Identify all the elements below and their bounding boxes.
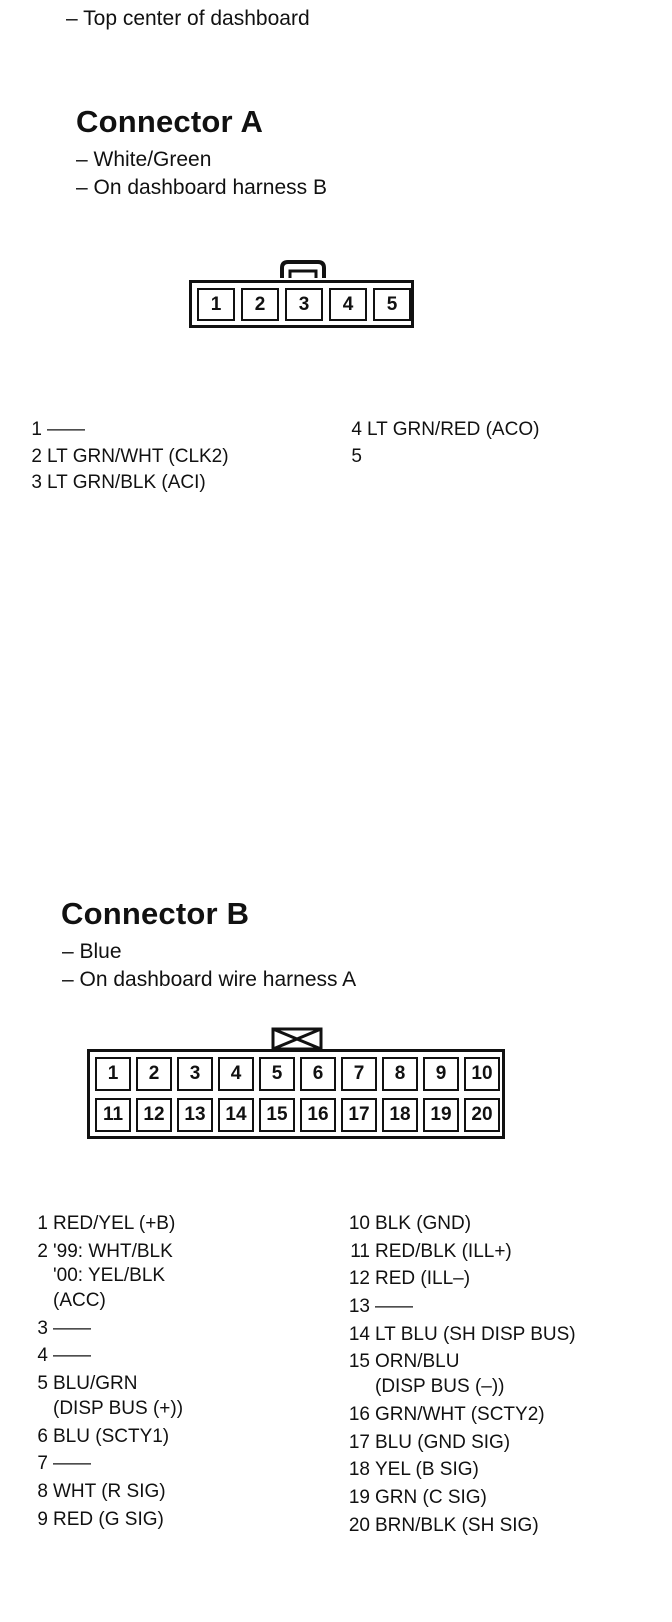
connector-cell: 3 (177, 1057, 213, 1091)
pin-number: 19 (348, 1486, 370, 1508)
connector-a-latch-icon (276, 258, 330, 282)
pin-row (8, 1372, 183, 1421)
pin-number: 4 (351, 419, 362, 440)
pin-number: 10 (348, 1213, 370, 1234)
connector-cell: 15 (259, 1098, 295, 1132)
connector-a-pins-left (8, 418, 229, 498)
pin-number: 6 (37, 1425, 48, 1447)
pin-wire-label: BLU (GND SIG) (375, 1431, 511, 1453)
pin-wire-label: GRN (C SIG) (375, 1486, 487, 1508)
pin-wire-label: RED/BLK (ILL+) (375, 1240, 512, 1262)
connector-cell: 20 (464, 1098, 500, 1132)
pin-number: 20 (348, 1514, 370, 1536)
pin-wire-label: LT BLU (SH DISP BUS) (375, 1323, 576, 1345)
pin-number: 8 (37, 1480, 48, 1502)
pin-row (8, 418, 229, 443)
connector-cell: 5 (259, 1057, 295, 1091)
pin-row (326, 1431, 576, 1456)
pin-row (326, 1350, 576, 1399)
pin-row (326, 1323, 576, 1348)
pin-number: 4 (37, 1345, 48, 1367)
pin-number: 3 (31, 472, 42, 494)
connector-a-title: Connector A (76, 104, 264, 139)
connector-cell: 13 (177, 1098, 213, 1132)
pin-number: 7 (37, 1453, 48, 1475)
connector-cell: 17 (341, 1098, 377, 1132)
pin-row (326, 1486, 576, 1511)
pin-wire-label: —— (53, 1345, 91, 1367)
connector-cell: 19 (423, 1098, 459, 1132)
pin-row (8, 1425, 183, 1450)
connector-a-color-note: – White/Green (76, 148, 212, 171)
pin-row (8, 1452, 183, 1477)
pin-wire-label: —— (375, 1296, 413, 1318)
pin-wire-label: BLU (SCTY1) (53, 1425, 170, 1447)
connector-b-color-note: – Blue (62, 940, 122, 963)
pin-wire-label: YEL (B SIG) (375, 1459, 479, 1481)
pin-wire-label: LT GRN/RED (ACO) (367, 419, 540, 440)
pin-wire-label: '99: WHT/BLK '00: YEL/BLK (ACC) (53, 1240, 173, 1312)
connector-cell: 2 (241, 288, 279, 321)
pin-number: 16 (348, 1403, 370, 1425)
pin-wire-label: —— (53, 1317, 91, 1339)
pin-number: 3 (37, 1317, 48, 1339)
pin-wire-label: BLK (GND) (375, 1213, 472, 1234)
connector-cell: 16 (300, 1098, 336, 1132)
pin-wire-label: RED (G SIG) (53, 1508, 164, 1530)
pin-row (326, 1514, 576, 1539)
connector-cell: 4 (218, 1057, 254, 1091)
pin-row (8, 1480, 183, 1505)
pin-wire-label: —— (53, 1453, 91, 1475)
pin-number: 13 (348, 1296, 370, 1318)
pin-number: 2 (31, 445, 42, 467)
pin-wire-label: RED (ILL–) (375, 1268, 471, 1290)
connector-cell: 7 (341, 1057, 377, 1091)
pin-row (8, 1212, 183, 1237)
pin-row (8, 1344, 183, 1369)
connector-b-location-note: – On dashboard wire harness A (62, 968, 357, 991)
pin-number: 18 (348, 1459, 370, 1481)
pin-number: 2 (37, 1240, 48, 1262)
pin-row (326, 1212, 576, 1237)
pin-wire-label: LT GRN/WHT (CLK2) (47, 445, 229, 467)
connector-cell: 3 (285, 288, 323, 321)
pin-row (8, 1317, 183, 1342)
pin-wire-label: BRN/BLK (SH SIG) (375, 1514, 539, 1536)
pin-row (326, 1458, 576, 1483)
connector-cell: 14 (218, 1098, 254, 1132)
pin-row (8, 1240, 183, 1314)
pin-number: 5 (351, 445, 362, 467)
pin-number: 5 (37, 1373, 48, 1395)
pin-row (326, 1403, 576, 1428)
pin-row (8, 1508, 183, 1533)
connector-cell: 2 (136, 1057, 172, 1091)
connector-cell: 4 (329, 288, 367, 321)
pin-row (326, 1240, 576, 1265)
connector-b-pins-right (326, 1212, 576, 1541)
pin-wire-label: —— (47, 419, 85, 440)
pin-number: 9 (37, 1508, 48, 1530)
connector-b-diagram (87, 1049, 505, 1139)
pin-wire-label: ORN/BLU (DISP BUS (–)) (375, 1351, 505, 1398)
pin-number: 11 (350, 1240, 370, 1262)
location-note: – Top center of dashboard (66, 7, 310, 30)
pin-number: 17 (348, 1431, 370, 1453)
connector-cell: 1 (197, 288, 235, 321)
pin-wire-label: RED/YEL (+B) (53, 1213, 176, 1234)
pin-number: 1 (31, 419, 42, 440)
connector-b-title: Connector B (61, 896, 250, 931)
pin-number: 12 (348, 1268, 370, 1290)
pin-number: 14 (348, 1323, 370, 1345)
pin-wire-label: LT GRN/BLK (ACI) (47, 472, 206, 494)
connector-b-pins-left (8, 1212, 183, 1535)
connector-a-diagram (189, 280, 414, 328)
pin-row (326, 1295, 576, 1320)
pin-number: 1 (37, 1213, 48, 1234)
connector-a-location-note: – On dashboard harness B (76, 176, 327, 199)
pin-row (8, 471, 229, 496)
connector-a-pins-right (326, 418, 539, 471)
connector-cell: 12 (136, 1098, 172, 1132)
pin-row (326, 418, 539, 443)
pin-row (8, 445, 229, 470)
connector-cell: 9 (423, 1057, 459, 1091)
connector-cell: 18 (382, 1098, 418, 1132)
pin-row (326, 445, 539, 470)
connector-cell: 8 (382, 1057, 418, 1091)
pin-wire-label: WHT (R SIG) (53, 1480, 166, 1502)
pin-wire-label: BLU/GRN (DISP BUS (+)) (53, 1373, 184, 1419)
pin-row (326, 1267, 576, 1292)
connector-cell: 6 (300, 1057, 336, 1091)
connector-cell: 11 (95, 1098, 131, 1132)
pin-number: 15 (348, 1351, 370, 1373)
connector-cell: 10 (464, 1057, 500, 1091)
pin-wire-label: GRN/WHT (SCTY2) (375, 1403, 545, 1425)
connector-cell: 5 (373, 288, 411, 321)
connector-cell: 1 (95, 1057, 131, 1091)
